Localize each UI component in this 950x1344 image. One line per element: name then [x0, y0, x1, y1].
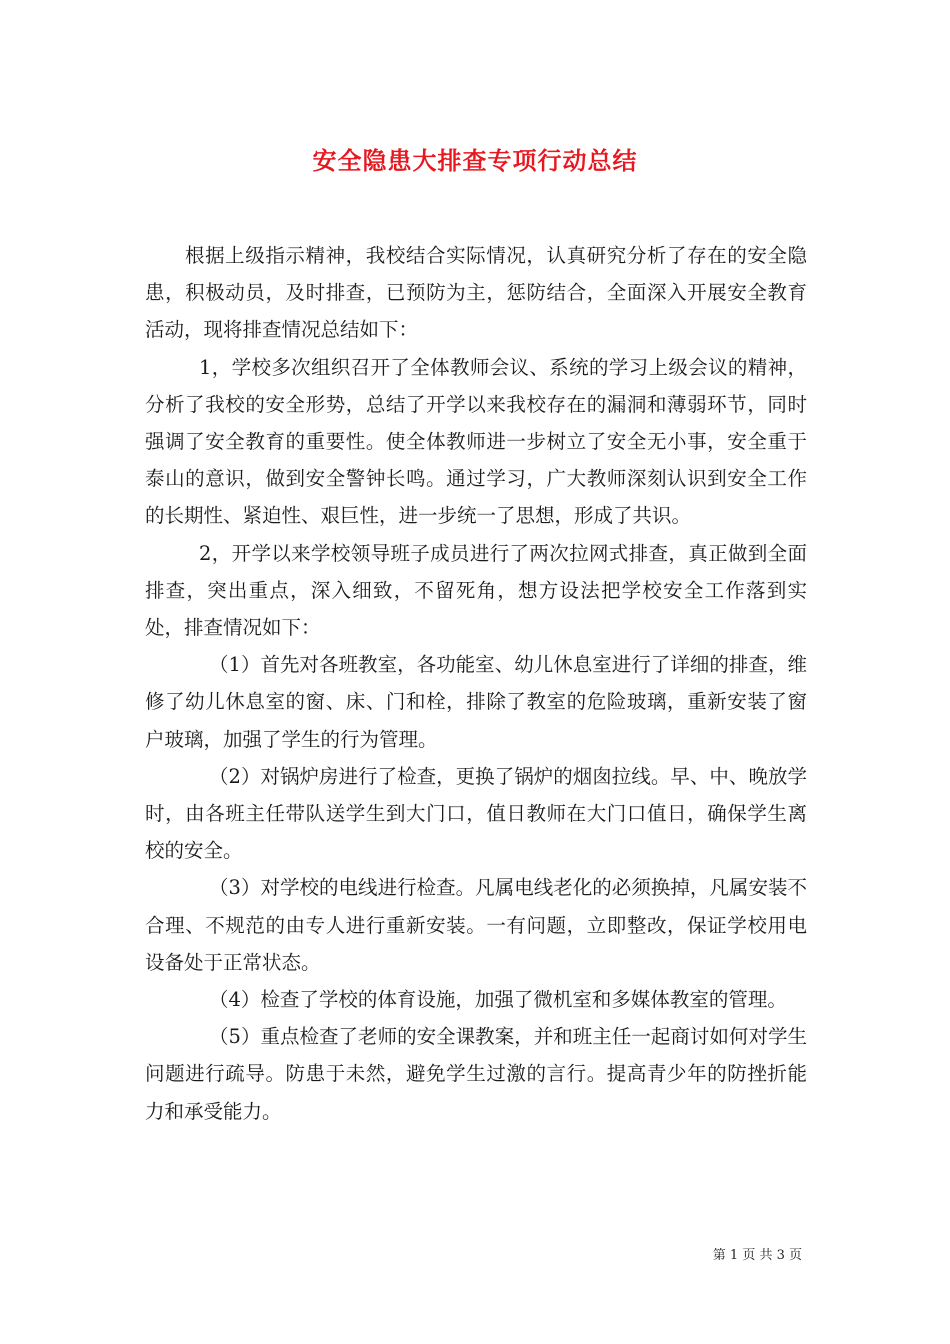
paragraph-item-1: 1，学校多次组织召开了全体教师会议、系统的学习上级会议的精神，分析了我校的安全形势，总结了开学以来我校存在的漏洞和薄弱环节，同时强调了安全教育的重要性。使全体教师进一步树立了安全无小事，安全重于泰山的意识，做到安全警钟长鸣。通过学习，广大教师深刻认识到安全工作的长期性、紧迫性、艰巨性，进一步统一了思想，形成了共识。 [145, 355, 807, 528]
document-body [145, 237, 807, 1130]
paragraph-subitem-4: （4）检查了学校的体育设施，加强了微机室和多媒体教室的管理。 [209, 988, 787, 1012]
paragraph-subitem-2: （2）对锅炉房进行了检查，更换了锅炉的烟囱拉线。早、中、晚放学时，由各班主任带队送学生到大门口，值日教师在大门口值日，确保学生离校的安全。 [145, 764, 807, 863]
page-number-footer: 第 1 页 共 3 页 [712, 1248, 802, 1263]
paragraph-subitem-3: （3）对学校的电线进行检查。凡属电线老化的必须换掉，凡属安装不合理、不规范的由专人进行重新安装。一有问题，立即整改，保证学校用电设备处于正常状态。 [145, 876, 807, 974]
paragraph-item-2: 2，开学以来学校领导班子成员进行了两次拉网式排查，真正做到全面排查，突出重点，深入细致，不留死角，想方设法把学校安全工作落到实处，排查情况如下： [145, 541, 807, 640]
paragraph-subitem-1: （1）首先对各班教室，各功能室、幼儿休息室进行了详细的排查，维修了幼儿休息室的窗、床、门和栓，排除了教室的危险玻璃，重新安装了窗户玻璃，加强了学生的行为管理。 [145, 653, 807, 751]
paragraph-subitem-5: （5）重点检查了老师的安全课教案，并和班主任一起商讨如何对学生问题进行疏导。防患于未然，避免学生过激的言行。提高青少年的防挫折能力和承受能力。 [145, 1025, 807, 1123]
paragraph-intro: 根据上级指示精神，我校结合实际情况，认真研究分析了存在的安全隐患，积极动员，及时排查，已预防为主，惩防结合，全面深入开展安全教育活动，现将排查情况总结如下： [145, 244, 807, 342]
document-title: 安全隐患大排查专项行动总结 [312, 147, 638, 176]
